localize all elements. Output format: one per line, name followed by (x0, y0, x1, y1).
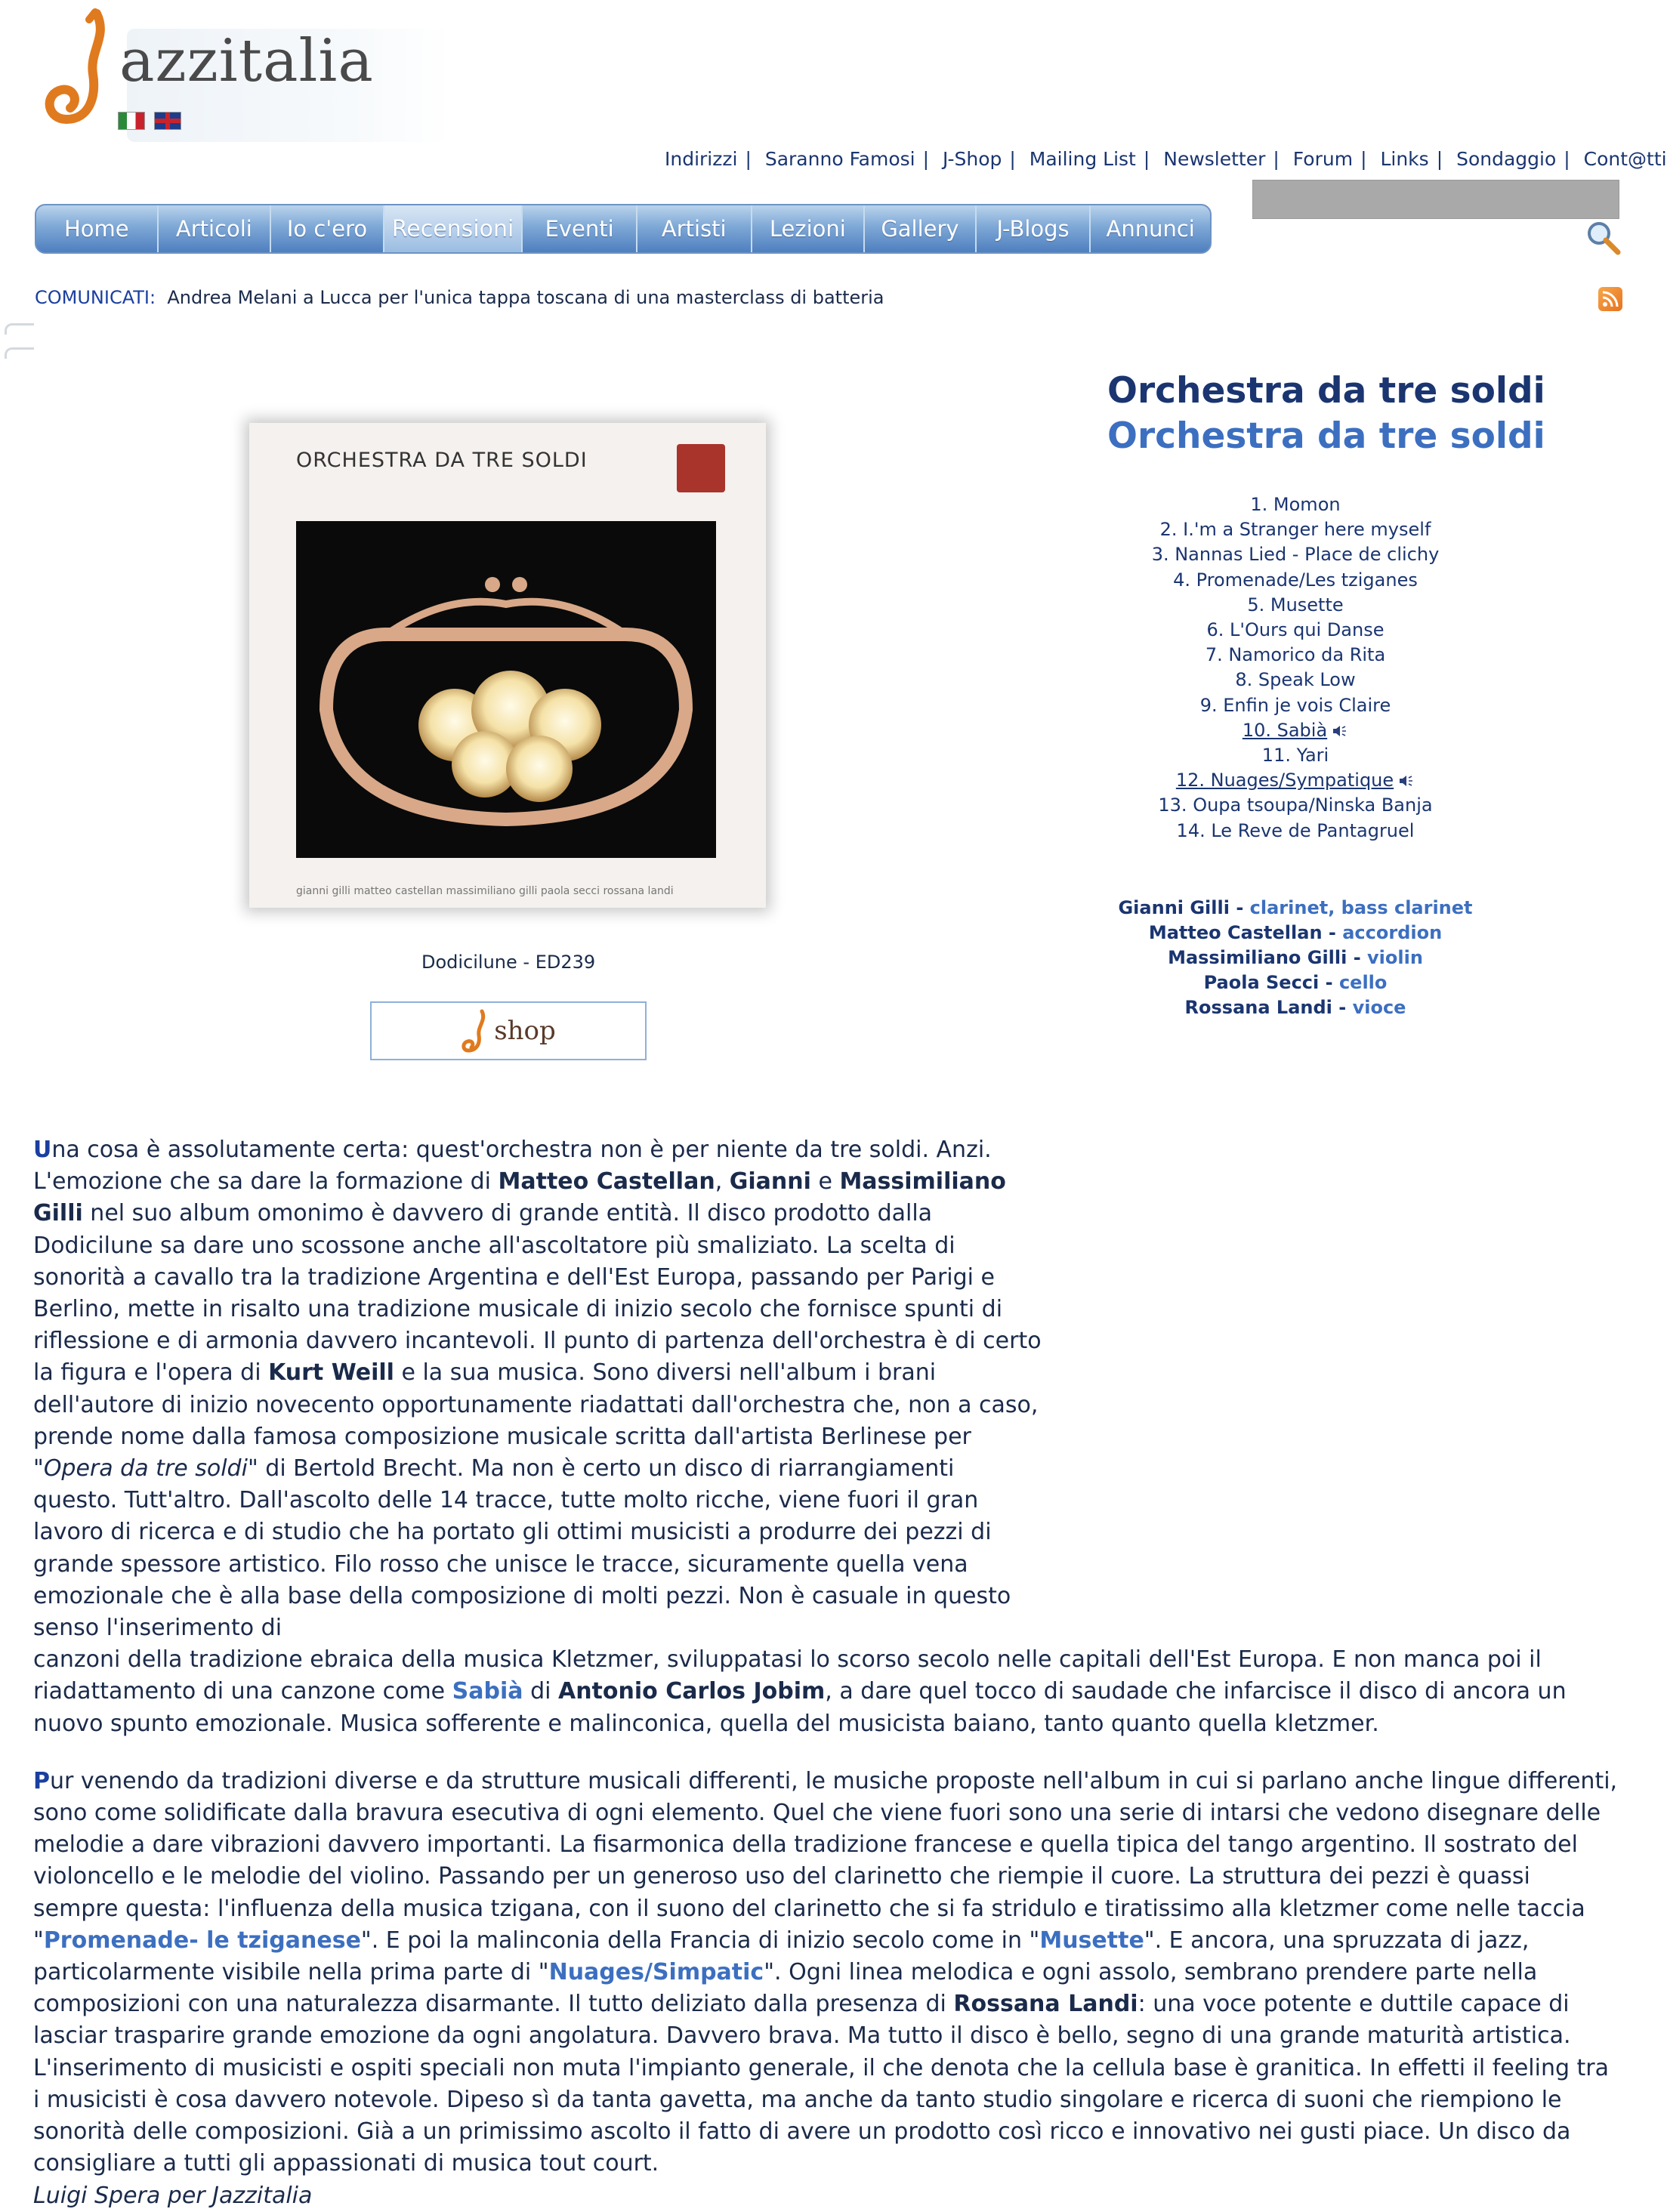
link-mailing-list[interactable]: Mailing List (1029, 148, 1136, 170)
track-title: 6. L'Ours qui Danse (1206, 619, 1385, 641)
cover-art (296, 521, 716, 858)
tracklist (1103, 492, 1488, 844)
nav-io-cero[interactable]: Io c'ero (271, 205, 384, 252)
musician-item (1103, 995, 1488, 1020)
musician-name: Matteo Castellan (1148, 922, 1323, 943)
nav-articoli[interactable]: Articoli (159, 205, 272, 252)
link-indirizzi[interactable]: Indirizzi (665, 148, 738, 170)
track-title: 8. Speak Low (1235, 669, 1356, 691)
musician-instrument: vioce (1352, 997, 1406, 1018)
musician-name: Gianni Gilli (1118, 897, 1230, 918)
corner-decoration (5, 347, 34, 359)
nav-recensioni[interactable]: Recensioni (384, 205, 523, 252)
nav-home[interactable]: Home (36, 205, 159, 252)
musician-name: Rossana Landi (1184, 997, 1332, 1018)
track-link[interactable]: Promenade- le tziganese (43, 1927, 361, 1954)
site-logo[interactable] (36, 6, 414, 134)
link-contatti[interactable]: Cont@tti (1583, 148, 1667, 170)
link-links[interactable]: Links (1380, 148, 1429, 170)
musician-name: Rossana Landi (953, 1991, 1138, 2018)
link-forum[interactable]: Forum (1292, 148, 1354, 170)
track-title[interactable]: 10. Sabià (1242, 719, 1328, 741)
review-text: e la sua musica. Sono diversi nell'album i brani dell'autore di inizio novecento opportunamente riadattati dall'orchestra che, non a caso, prende nome dalla famosa composizione musicale scritta dall'artista Berlinese per " (33, 1359, 1039, 1482)
review-text: " di Bertold Brecht. Ma non è certo un disco di riarrangiamenti questo. Tutt'altro. Dall'ascolto delle 14 tracce, tutte molto ricche, viene fuori il gran lavoro di ricerca e di studio che ha portato gli ottimi musicisti a produrre dei pezzi di grande spessore artistico. Filo rosso che unisce le tracce, sicuramente quella vena emozionale che è alla base della composizione di molti pezzi. Non è casuale in questo senso l'inserimento di (33, 1455, 1011, 1642)
review-paragraph: Una cosa è assolutamente certa: quest'orchestra non è per niente da tre soldi. Anzi. L'emozione che sa dare la formazione di Matteo Castellan, Gianni e Massimiliano Gilli nel suo album omonimo è davvero di grande entità. Il disco prodotto dalla Dodicilune sa dare uno scossone anche all'ascoltatore più smaliziato. La scelta di sonorità a cavallo tra la tradizione Argentina e dell'Est Europa, passando per Parigi e Berlino, mette in risalto una tradizione musicale di inizio secolo che fornisce spunti di riflessione e di armonia davvero incantevoli. Il punto di partenza dell'orchestra è di certo la figura e l'opera di Kurt Weill e la sua musica. Sono diversi nell'album i brani dell'autore di inizio novecento opportunamente riadattati dall'orchestra che, non a caso, prende nome dalla famosa composizione musicale scritta dall'artista Berlinese per "Opera da tre soldi" di Bertold Brecht. Ma non è certo un disco di riarrangiamenti questo. Tutt'altro. Dall'ascolto delle 14 tracce, tutte molto ricche, viene fuori il gran lavoro di ricerca e di studio che ha portato gli ottimi musicisti a produrre dei pezzi di grande spessore artistico. Filo rosso che unisce le tracce, sicuramente quella vena emozionale che è alla base della composizione di molti pezzi. Non è casuale in questo senso l'inserimento di canzoni della tradizione ebraica della musica Kletzmer, sviluppatasi lo scorso secolo nelle capitali dell'Est Europa. E non manca poi il riadattamento di una canzone come Sabià di Antonio Carlos Jobim, a dare quel tocco di saudade che infarcisce il disco di ancora un nuovo spunto emozionale. Musica sofferente e malinconica, quella del musicista baiano, tanto quanto quella kletzmer. (33, 1137, 1567, 1737)
musician-name: Massimiliano Gilli (33, 1168, 1006, 1227)
english-flag-icon[interactable] (154, 112, 181, 130)
track-title: 3. Nannas Lied - Place de clichy (1151, 544, 1440, 566)
rss-icon[interactable] (1598, 287, 1622, 311)
composer-name: Antonio Carlos Jobim (557, 1678, 826, 1705)
track-item (1103, 643, 1488, 668)
track-title: 11. Yari (1261, 745, 1329, 767)
track-link[interactable]: Musette (1039, 1927, 1144, 1954)
track-title: 4. Promenade/Les tziganes (1173, 569, 1418, 591)
search-input[interactable] (1252, 180, 1619, 219)
search-icon[interactable] (1585, 219, 1621, 255)
track-item (1103, 793, 1488, 818)
track-title: 5. Musette (1247, 594, 1344, 615)
comunicati-link[interactable]: Andrea Melani a Lucca per l'unica tappa toscana di una masterclass di batteria (167, 287, 884, 308)
nav-annunci[interactable]: Annunci (1106, 216, 1195, 242)
separator: - (1347, 947, 1368, 968)
review-text: di (523, 1678, 558, 1705)
review-text: ". Ogni linea melodica e ogni assolo, sembrano prendere parte nella composizioni con una naturalezza disarmante. Il tutto deliziato dalla presenza di (33, 1959, 1538, 2018)
review-article (33, 1134, 1619, 2212)
track-title: 2. I.'m a Stranger here myself (1159, 519, 1431, 541)
main-nav (35, 204, 1212, 254)
clef-logo-icon (36, 6, 127, 134)
review-paragraph: Pur venendo da tradizioni diverse e da strutture musicali differenti, le musiche proposte nell'album in cui si parlano anche lingue differenti, sono come solidificate dalla bravura esecutiva di ogni elemento. Quel che viene fuori sono una serie di intarsi che vedono disegnare delle melodie a dare vibrazioni davvero importanti. La fisarmonica della tradizione francese e quella tipica del tango argentino. Il sostrato del violoncello e le melodie del violino. Passando per un generoso uso del clarinetto che riempie il cuore. La struttura dei pezzi è quassi sempre questa: l'influenza della musica tzigana, con il suono del clarinetto che si fa stridulo e tiratissimo alla kletzmer come nelle taccia "Promenade- le tziganese". E poi la malinconia della Francia di inizio secolo come in "Musette". E ancora, una spruzzata di jazz, particolarmente visibile nella prima parte di "Nuages/Simpatic". Ogni linea melodica e ogni assolo, sembrano prendere parte nella composizioni con una naturalezza disarmante. Il tutto deliziato dalla presenza di Rossana Landi: una voce potente e duttile capace di lasciar trasparire grande emozione da ogni angolatura. Davvero brava. Ma tutto il disco è bello, segno di una grande maturità artistica. L'inserimento di musicisti e ospiti speciali non muta l'impianto generale, il che denota che la cellula base è granitica. In effetti il feeling tra i musicisti è cosa davvero notevole. Dipeso sì da tanta gavetta, ma anche da tanto studio singolare e ricerca di suoni che riempiono le sonorità delle composizioni. Già a un primissimo ascolto il fatto di avere un prodotto così ricco e innovativo nei gusti piace. Un disco da consigliare a tutti gli appassionati di musica tout court. Luigi Spera per Jazzitalia (33, 1767, 1618, 2209)
review-text: e (810, 1168, 840, 1195)
track-title: 14. Le Reve de Pantagruel (1176, 819, 1415, 841)
musician-name: Matteo Castellan (498, 1168, 715, 1195)
track-item (1103, 568, 1488, 593)
composer-name: Kurt Weill (268, 1359, 394, 1387)
track-title: 1. Momon (1250, 494, 1341, 515)
cover-credits: gianni gilli matteo castellan massimiliano gilli paola secci rossana landi (296, 885, 674, 897)
clef-logo-icon (461, 1008, 491, 1054)
speaker-icon[interactable] (1398, 774, 1415, 788)
track-item (1103, 542, 1488, 567)
musician-item (1103, 896, 1488, 921)
track-title: 13. Oupa tsoupa/Ninska Banja (1158, 794, 1433, 816)
track-item (1103, 492, 1488, 517)
track-item (1103, 593, 1488, 618)
nav-jblogs[interactable]: J-Blogs (977, 205, 1091, 252)
track-item[interactable] (1103, 768, 1488, 793)
track-item (1103, 517, 1488, 542)
review-text: , (715, 1168, 730, 1195)
album-title: Orchestra da tre soldi (1107, 415, 1545, 457)
nav-artisti[interactable]: Artisti (637, 205, 752, 252)
record-label: Dodicilune - ED239 (421, 952, 596, 973)
speaker-icon[interactable] (1332, 724, 1348, 738)
italian-flag-icon[interactable] (118, 112, 145, 130)
musicians-list (1103, 896, 1488, 1020)
separator: - (1319, 972, 1339, 993)
link-newsletter[interactable]: Newsletter (1163, 148, 1266, 170)
musician-instrument: clarinet, bass clarinet (1249, 897, 1473, 918)
musician-item (1103, 970, 1488, 995)
comunicati-label: COMUNICATI: (35, 287, 156, 308)
track-item (1103, 819, 1488, 844)
review-text: nel suo album omonimo è davvero di grande entità. Il disco prodotto dalla Dodicilune sa dare uno scossone anche all'ascoltatore più smaliziato. La scelta di sonorità a cavallo tra la tradizione Argentina e dell'Est Europa, passando per Parigi e Berlino, mette in risalto una tradizione musicale di inizio secolo che fornisce spunti di riflessione e di armonia davvero incantevoli. Il punto di partenza dell'orchestra è di certo la figura e l'opera di (33, 1200, 1042, 1387)
musician-instrument: cello (1338, 972, 1388, 993)
musician-name: Paola Secci (1203, 972, 1320, 993)
review-text: canzoni della tradizione ebraica della musica Kletzmer, sviluppatasi lo scorso secolo nelle capitali dell'Est Europa. E non manca poi il riadattamento di una canzone come (33, 1646, 1542, 1705)
review-text: ur venendo da tradizioni diverse e da strutture musicali differenti, le musiche proposte nell'album in cui si parlano anche lingue differenti, sono come solidificate dalla bravura esecutiva di ogni elemento. Quel che viene fuori sono una serie di intarsi che vedono disegnare delle melodie a dare vibrazioni davvero importanti. La fisarmonica della tradizione francese e quella tipica del tango argentino. Il sostrato del violoncello e le melodie del violino. Passando per un generoso uso del clarinetto che riempie il cuore. La struttura dei pezzi è quassi sempre questa: l'influenza della musica tzigana, con il suono del clarinetto che si fa stridulo e tiratissimo alla kletzmer come nelle taccia " (33, 1767, 1618, 1954)
review-text: : una voce potente e duttile capace di lasciar trasparire grande emozione da ogni angolatura. Davvero brava. Ma tutto il disco è bello, segno di una grande maturità artistica. L'inserimento di musicisti e ospiti speciali non muta l'impianto generale, il che denota che la cellula base è granitica. In effetti il feeling tra i musicisti è cosa davvero notevole. Dipeso sì da tanta gavetta, ma anche da tanto studio singolare e ricerca di suoni che riempiono le sonorità delle composizioni. Già a un primissimo ascolto il fatto di avere un prodotto così ricco e innovativo nei gusti piace. Un disco da consigliare a tutti gli appassionati di musica tout court. (33, 1991, 1610, 2177)
link-sondaggio[interactable]: Sondaggio (1456, 148, 1557, 170)
separator: - (1322, 922, 1343, 943)
musician-item (1103, 946, 1488, 970)
nav-gallery[interactable]: Gallery (865, 205, 977, 252)
track-title[interactable]: 12. Nuages/Sympatique (1175, 770, 1394, 791)
nav-lezioni[interactable]: Lezioni (752, 205, 866, 252)
musician-item (1103, 921, 1488, 946)
review-text: ". E poi la malinconia della Francia di inizio secolo come in " (360, 1927, 1040, 1954)
review-text: na cosa è assolutamente certa: quest'orchestra non è per niente da tre soldi. Anzi. L'emozione che sa dare la formazione di (33, 1137, 992, 1195)
track-title: 9. Enfin je vois Claire (1199, 694, 1391, 716)
nav-eventi[interactable]: Eventi (523, 205, 637, 252)
separator: - (1332, 997, 1353, 1018)
musician-instrument: violin (1367, 947, 1423, 968)
musician-instrument: accordion (1342, 922, 1443, 943)
musician-name: Gianni (729, 1168, 811, 1195)
corner-decoration (5, 323, 34, 335)
label-mark-icon (677, 444, 725, 492)
review-text: ". E ancora, una spruzzata di jazz, particolarmente visibile nella prima parte di " (33, 1927, 1530, 1986)
review-text: , a dare quel tocco di saudade che infarcisce il disco di ancora un nuovo spunto emozionale. Musica sofferente e malinconica, quella del musicista baiano, tanto quanto quella kletzmer. (33, 1678, 1567, 1737)
cover-title: ORCHESTRA DA TRE SOLDI (296, 449, 588, 472)
separator: - (1229, 897, 1250, 918)
track-item[interactable] (1103, 718, 1488, 743)
work-title: Opera da tre soldi (43, 1455, 248, 1482)
track-item (1103, 618, 1488, 643)
track-item (1103, 693, 1488, 718)
track-item (1103, 668, 1488, 693)
link-jshop[interactable]: J-Shop (942, 148, 1002, 170)
track-link[interactable]: Sabià (452, 1678, 523, 1705)
logo-text: azzitalia (119, 27, 374, 95)
jshop-label: shop (494, 1016, 556, 1046)
jshop-button[interactable] (370, 1001, 647, 1060)
track-link[interactable]: Nuages/Simpatic (548, 1959, 764, 1986)
artist-title: Orchestra da tre soldi (1107, 370, 1545, 412)
musician-name: Massimiliano Gilli (1168, 947, 1347, 968)
top-links: Indirizzi | Saranno Famosi | J-Shop | Mailing List | Newsletter | Forum | Links | Sondaggio | Cont@tti (665, 148, 1667, 170)
album-cover (249, 423, 766, 908)
comunicati-bar (35, 287, 884, 308)
link-saranno-famosi[interactable]: Saranno Famosi (764, 148, 915, 170)
track-title: 7. Namorico da Rita (1205, 644, 1386, 666)
track-item (1103, 743, 1488, 768)
review-signature: Luigi Spera per Jazzitalia (33, 2182, 313, 2209)
